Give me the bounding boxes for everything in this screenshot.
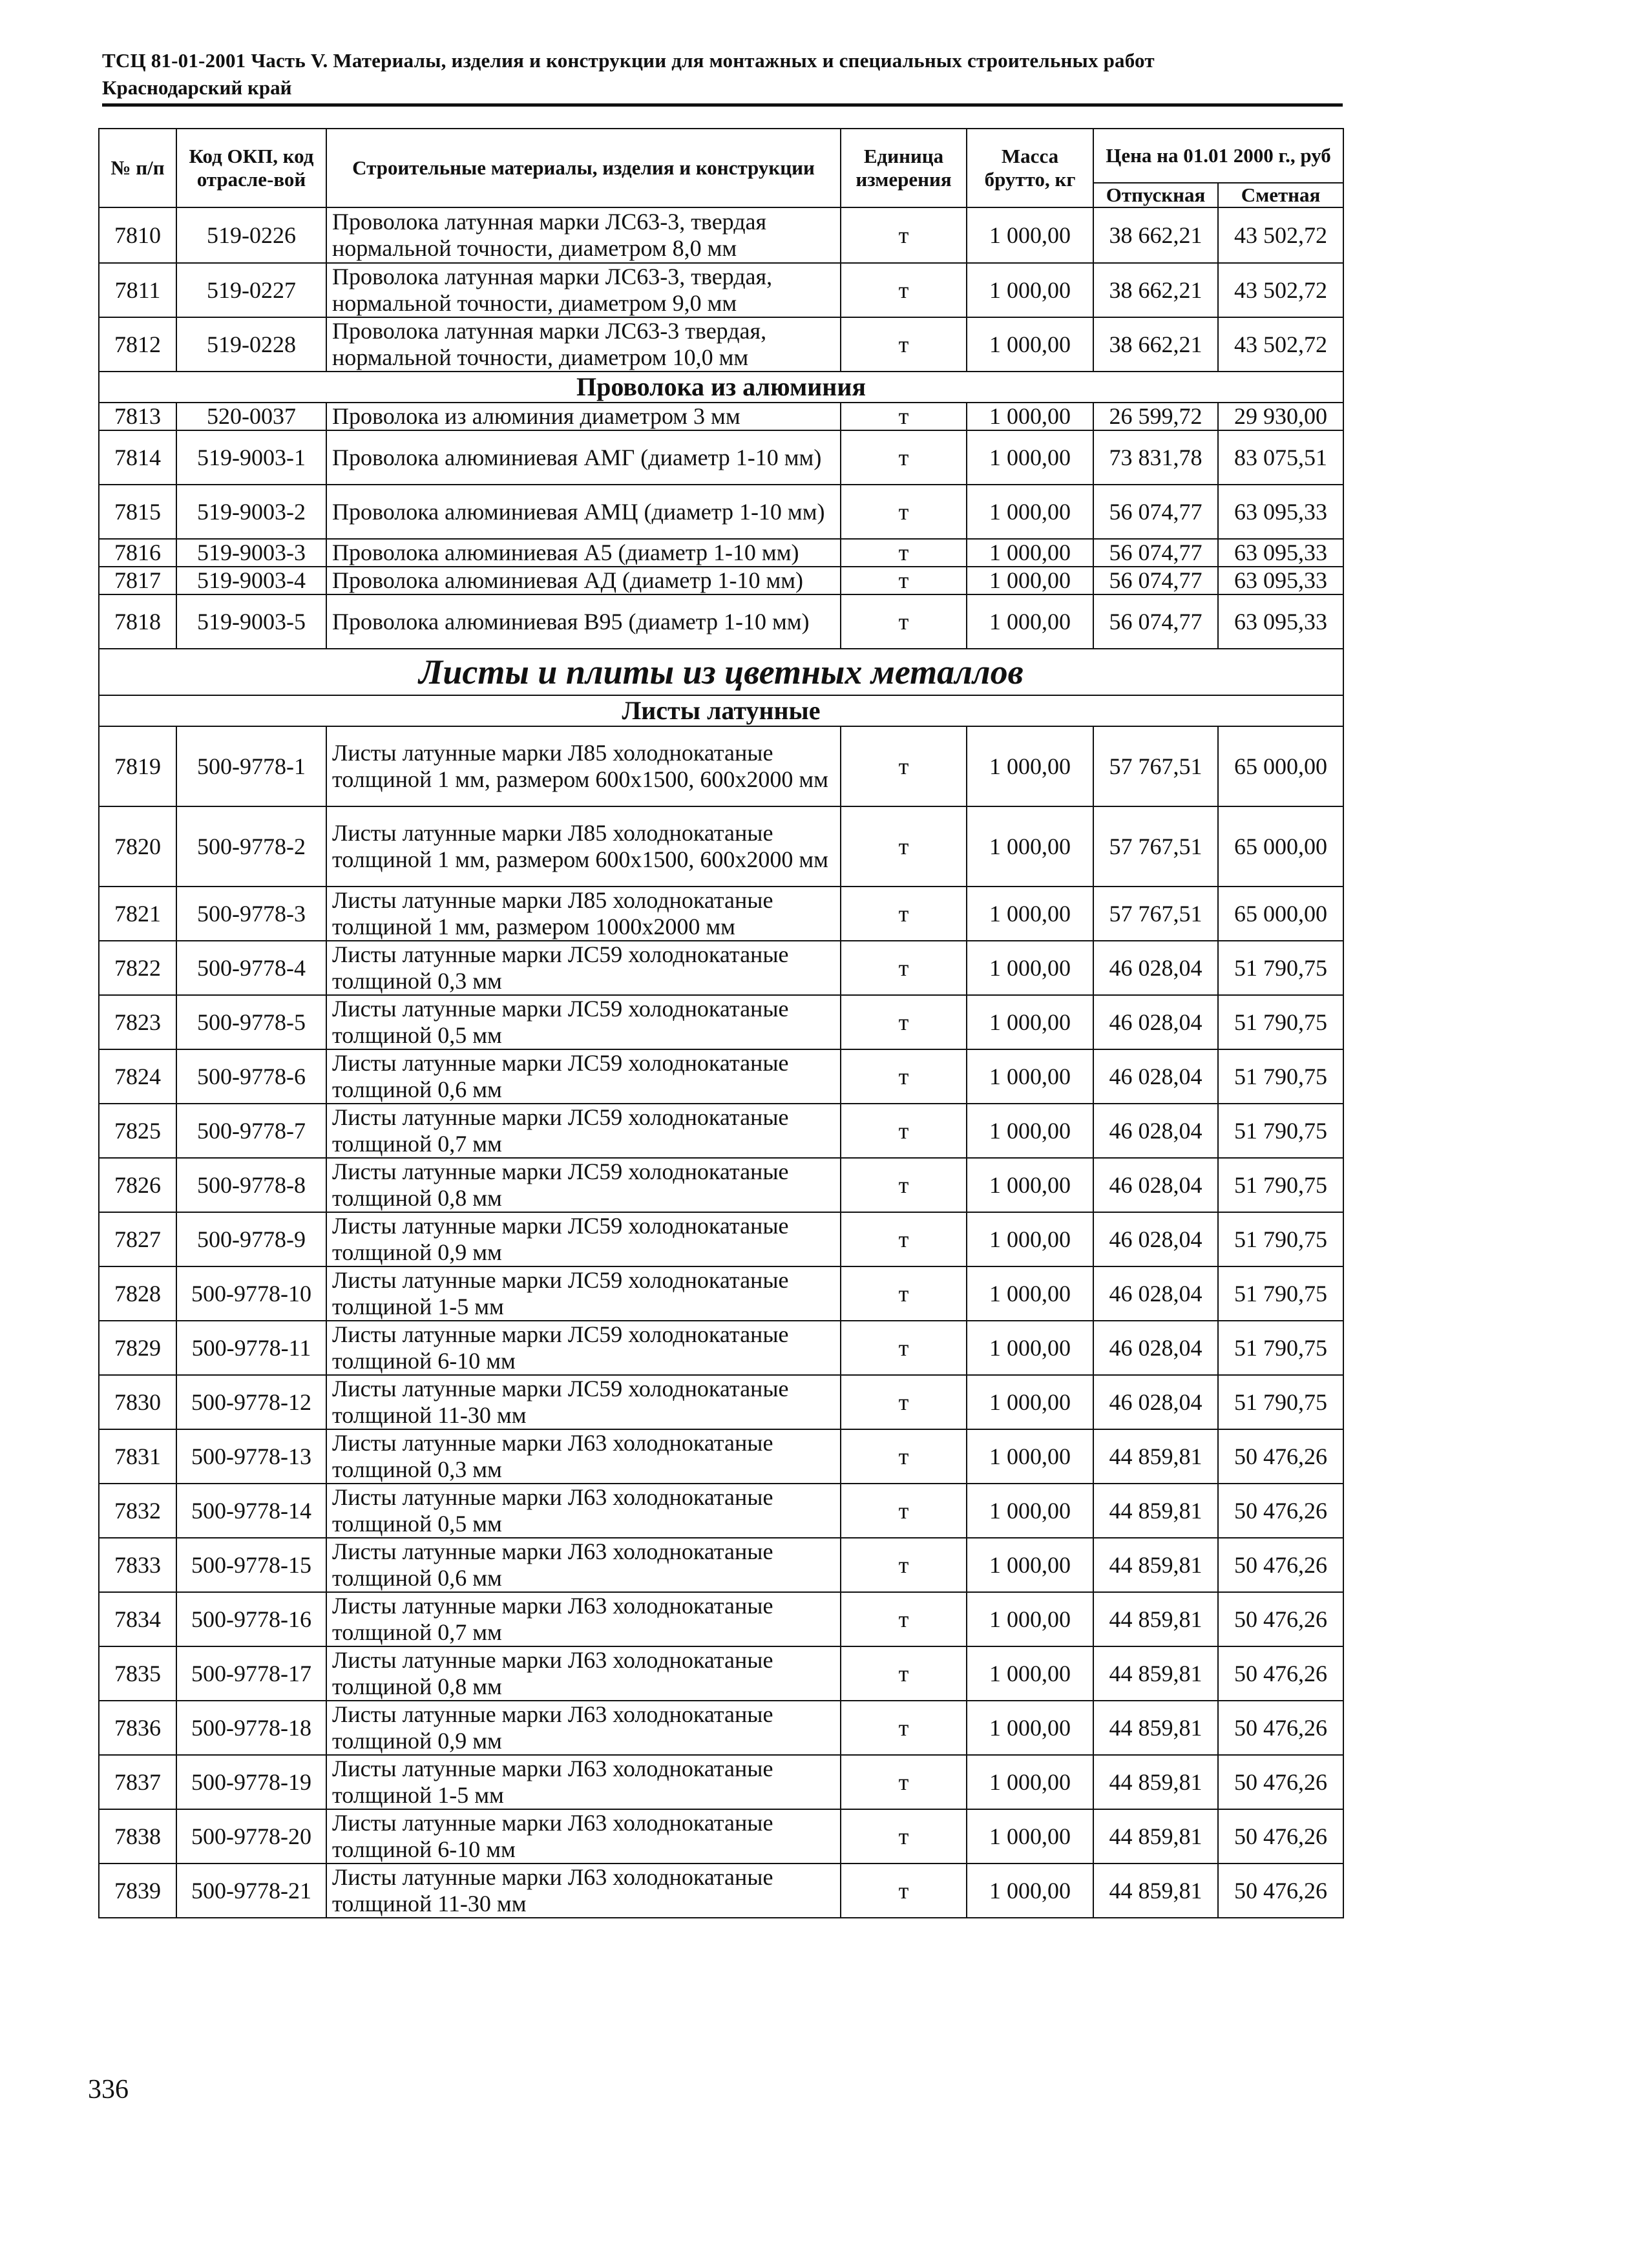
release-price: 46 028,04 [1093, 1158, 1218, 1212]
estimate-price: 50 476,26 [1218, 1484, 1343, 1538]
header-estimate-price: Сметная [1218, 183, 1343, 207]
gross-mass: 1 000,00 [967, 1158, 1093, 1212]
row-number: 7815 [99, 485, 176, 539]
estimate-price: 51 790,75 [1218, 995, 1343, 1049]
page-header [102, 47, 1343, 107]
unit-of-measure: т [841, 1375, 967, 1429]
table-row [99, 430, 1343, 485]
estimate-price: 50 476,26 [1218, 1809, 1343, 1864]
material-name: Листы латунные марки ЛС59 холоднокатаные толщиной 1-5 мм [326, 1266, 841, 1321]
table-row [99, 1646, 1343, 1701]
gross-mass: 1 000,00 [967, 995, 1093, 1049]
release-price: 73 831,78 [1093, 430, 1218, 485]
gross-mass: 1 000,00 [967, 485, 1093, 539]
unit-of-measure: т [841, 1538, 967, 1592]
material-name: Проволока алюминиевая А5 (диаметр 1-10 мм) [326, 539, 841, 567]
okp-code: 500-9778-18 [176, 1701, 326, 1755]
table-row [99, 1158, 1343, 1212]
row-number: 7812 [99, 317, 176, 372]
section-title-row [99, 372, 1343, 403]
material-name: Листы латунные марки Л63 холоднокатаные толщиной 0,9 мм [326, 1701, 841, 1755]
okp-code: 500-9778-11 [176, 1321, 326, 1375]
gross-mass: 1 000,00 [967, 1484, 1093, 1538]
table-header [99, 129, 1343, 207]
material-name: Листы латунные марки Л63 холоднокатаные толщиной 11-30 мм [326, 1864, 841, 1918]
row-number: 7819 [99, 726, 176, 806]
okp-code: 500-9778-1 [176, 726, 326, 806]
document-title: ТСЦ 81-01-2001 Часть V. Материалы, изделия и конструкции для монтажных и специальных строительных работ [102, 49, 1155, 72]
table-row [99, 1266, 1343, 1321]
gross-mass: 1 000,00 [967, 1321, 1093, 1375]
header-code: Код ОКП, код отрасле-вой [176, 129, 326, 207]
okp-code: 500-9778-16 [176, 1592, 326, 1646]
table-row [99, 317, 1343, 372]
gross-mass: 1 000,00 [967, 1266, 1093, 1321]
region-title: Краснодарский край [102, 76, 292, 99]
okp-code: 500-9778-20 [176, 1809, 326, 1864]
unit-of-measure: т [841, 1484, 967, 1538]
row-number: 7826 [99, 1158, 176, 1212]
gross-mass: 1 000,00 [967, 1701, 1093, 1755]
estimate-price: 65 000,00 [1218, 726, 1343, 806]
gross-mass: 1 000,00 [967, 1646, 1093, 1701]
price-table [98, 128, 1344, 1918]
release-price: 46 028,04 [1093, 1104, 1218, 1158]
release-price: 56 074,77 [1093, 567, 1218, 594]
row-number: 7837 [99, 1755, 176, 1809]
row-number: 7824 [99, 1049, 176, 1104]
release-price: 44 859,81 [1093, 1484, 1218, 1538]
unit-of-measure: т [841, 1864, 967, 1918]
row-number: 7834 [99, 1592, 176, 1646]
release-price: 46 028,04 [1093, 941, 1218, 995]
okp-code: 500-9778-17 [176, 1646, 326, 1701]
okp-code: 500-9778-15 [176, 1538, 326, 1592]
table-row [99, 995, 1343, 1049]
okp-code: 500-9778-5 [176, 995, 326, 1049]
unit-of-measure: т [841, 1158, 967, 1212]
estimate-price: 50 476,26 [1218, 1646, 1343, 1701]
material-name: Листы латунные марки Л85 холоднокатаные толщиной 1 мм, размером 600х1500, 600х2000 мм [326, 806, 841, 887]
unit-of-measure: т [841, 539, 967, 567]
gross-mass: 1 000,00 [967, 1538, 1093, 1592]
unit-of-measure: т [841, 263, 967, 317]
table-row [99, 1864, 1343, 1918]
unit-of-measure: т [841, 1212, 967, 1266]
okp-code: 500-9778-6 [176, 1049, 326, 1104]
gross-mass: 1 000,00 [967, 1755, 1093, 1809]
release-price: 57 767,51 [1093, 887, 1218, 941]
okp-code: 500-9778-10 [176, 1266, 326, 1321]
okp-code: 500-9778-14 [176, 1484, 326, 1538]
gross-mass: 1 000,00 [967, 594, 1093, 649]
header-unit: Единица измерения [841, 129, 967, 207]
table-row [99, 1809, 1343, 1864]
table-row [99, 567, 1343, 594]
estimate-price: 51 790,75 [1218, 1375, 1343, 1429]
okp-code: 500-9778-9 [176, 1212, 326, 1266]
estimate-price: 50 476,26 [1218, 1538, 1343, 1592]
material-name: Листы латунные марки ЛС59 холоднокатаные толщиной 0,8 мм [326, 1158, 841, 1212]
table-row [99, 806, 1343, 887]
estimate-price: 50 476,26 [1218, 1864, 1343, 1918]
release-price: 44 859,81 [1093, 1592, 1218, 1646]
estimate-price: 51 790,75 [1218, 941, 1343, 995]
material-name: Проволока алюминиевая АМГ (диаметр 1-10 мм) [326, 430, 841, 485]
material-name: Листы латунные марки Л63 холоднокатаные толщиной 1-5 мм [326, 1755, 841, 1809]
unit-of-measure: т [841, 1646, 967, 1701]
header-price: Цена на 01.01 2000 г., руб [1093, 129, 1343, 183]
release-price: 44 859,81 [1093, 1538, 1218, 1592]
row-number: 7817 [99, 567, 176, 594]
table-row [99, 207, 1343, 263]
release-price: 38 662,21 [1093, 263, 1218, 317]
row-number: 7818 [99, 594, 176, 649]
release-price: 44 859,81 [1093, 1701, 1218, 1755]
release-price: 46 028,04 [1093, 1266, 1218, 1321]
section-title: Проволока из алюминия [99, 372, 1343, 403]
unit-of-measure: т [841, 1266, 967, 1321]
unit-of-measure: т [841, 726, 967, 806]
release-price: 44 859,81 [1093, 1864, 1218, 1918]
unit-of-measure: т [841, 1321, 967, 1375]
section-title-row [99, 695, 1343, 726]
material-name: Листы латунные марки ЛС59 холоднокатаные толщиной 0,3 мм [326, 941, 841, 995]
release-price: 56 074,77 [1093, 485, 1218, 539]
row-number: 7828 [99, 1266, 176, 1321]
unit-of-measure: т [841, 1429, 967, 1484]
estimate-price: 63 095,33 [1218, 539, 1343, 567]
table-row [99, 1104, 1343, 1158]
table-row [99, 941, 1343, 995]
row-number: 7836 [99, 1701, 176, 1755]
row-number: 7821 [99, 887, 176, 941]
okp-code: 519-0227 [176, 263, 326, 317]
row-number: 7820 [99, 806, 176, 887]
unit-of-measure: т [841, 1104, 967, 1158]
row-number: 7813 [99, 403, 176, 430]
release-price: 56 074,77 [1093, 594, 1218, 649]
material-name: Листы латунные марки Л63 холоднокатаные толщиной 0,8 мм [326, 1646, 841, 1701]
table-row [99, 1592, 1343, 1646]
material-name: Проволока латунная марки ЛС63-3, твердая нормальной точности, диаметром 8,0 мм [326, 207, 841, 263]
material-name: Листы латунные марки Л85 холоднокатаные толщиной 1 мм, размером 600х1500, 600х2000 мм [326, 726, 841, 806]
row-number: 7814 [99, 430, 176, 485]
material-name: Листы латунные марки ЛС59 холоднокатаные толщиной 0,9 мм [326, 1212, 841, 1266]
unit-of-measure: т [841, 207, 967, 263]
table-body [99, 207, 1343, 1918]
okp-code: 500-9778-4 [176, 941, 326, 995]
row-number: 7822 [99, 941, 176, 995]
unit-of-measure: т [841, 430, 967, 485]
section-title-row-major [99, 649, 1343, 695]
gross-mass: 1 000,00 [967, 806, 1093, 887]
gross-mass: 1 000,00 [967, 1592, 1093, 1646]
gross-mass: 1 000,00 [967, 317, 1093, 372]
header-num: № п/п [99, 129, 176, 207]
row-number: 7835 [99, 1646, 176, 1701]
row-number: 7825 [99, 1104, 176, 1158]
header-mass: Масса брутто, кг [967, 129, 1093, 207]
header-rule [102, 103, 1343, 107]
release-price: 46 028,04 [1093, 1321, 1218, 1375]
estimate-price: 51 790,75 [1218, 1266, 1343, 1321]
table-row [99, 403, 1343, 430]
release-price: 46 028,04 [1093, 995, 1218, 1049]
material-name: Проволока латунная марки ЛС63-3 твердая, нормальной точности, диаметром 10,0 мм [326, 317, 841, 372]
release-price: 56 074,77 [1093, 539, 1218, 567]
estimate-price: 63 095,33 [1218, 594, 1343, 649]
release-price: 46 028,04 [1093, 1212, 1218, 1266]
unit-of-measure: т [841, 941, 967, 995]
okp-code: 500-9778-7 [176, 1104, 326, 1158]
okp-code: 500-9778-3 [176, 887, 326, 941]
material-name: Листы латунные марки ЛС59 холоднокатаные толщиной 11-30 мм [326, 1375, 841, 1429]
row-number: 7810 [99, 207, 176, 263]
okp-code: 519-9003-3 [176, 539, 326, 567]
table-row [99, 1212, 1343, 1266]
gross-mass: 1 000,00 [967, 263, 1093, 317]
page-number: 336 [88, 2075, 129, 2105]
gross-mass: 1 000,00 [967, 567, 1093, 594]
okp-code: 519-9003-2 [176, 485, 326, 539]
estimate-price: 50 476,26 [1218, 1592, 1343, 1646]
unit-of-measure: т [841, 317, 967, 372]
okp-code: 519-9003-5 [176, 594, 326, 649]
row-number: 7830 [99, 1375, 176, 1429]
material-name: Листы латунные марки ЛС59 холоднокатаные толщиной 6-10 мм [326, 1321, 841, 1375]
okp-code: 500-9778-2 [176, 806, 326, 887]
table-row [99, 1701, 1343, 1755]
estimate-price: 50 476,26 [1218, 1701, 1343, 1755]
unit-of-measure: т [841, 594, 967, 649]
unit-of-measure: т [841, 1592, 967, 1646]
table-row [99, 1321, 1343, 1375]
row-number: 7839 [99, 1864, 176, 1918]
release-price: 46 028,04 [1093, 1049, 1218, 1104]
release-price: 44 859,81 [1093, 1429, 1218, 1484]
table-row [99, 1755, 1343, 1809]
table-row [99, 594, 1343, 649]
row-number: 7827 [99, 1212, 176, 1266]
gross-mass: 1 000,00 [967, 1212, 1093, 1266]
gross-mass: 1 000,00 [967, 207, 1093, 263]
gross-mass: 1 000,00 [967, 1864, 1093, 1918]
estimate-price: 50 476,26 [1218, 1755, 1343, 1809]
unit-of-measure: т [841, 1755, 967, 1809]
table-row [99, 1538, 1343, 1592]
estimate-price: 50 476,26 [1218, 1429, 1343, 1484]
material-name: Листы латунные марки ЛС59 холоднокатаные толщиной 0,6 мм [326, 1049, 841, 1104]
okp-code: 500-9778-12 [176, 1375, 326, 1429]
estimate-price: 83 075,51 [1218, 430, 1343, 485]
material-name: Листы латунные марки Л85 холоднокатаные толщиной 1 мм, размером 1000х2000 мм [326, 887, 841, 941]
estimate-price: 51 790,75 [1218, 1049, 1343, 1104]
estimate-price: 29 930,00 [1218, 403, 1343, 430]
row-number: 7829 [99, 1321, 176, 1375]
table-row [99, 726, 1343, 806]
unit-of-measure: т [841, 995, 967, 1049]
row-number: 7831 [99, 1429, 176, 1484]
header-release-price: Отпускная [1093, 183, 1218, 207]
header-name: Строительные материалы, изделия и конструкции [326, 129, 841, 207]
material-name: Проволока из алюминия диаметром 3 мм [326, 403, 841, 430]
material-name: Проволока алюминиевая АМЦ (диаметр 1-10 мм) [326, 485, 841, 539]
okp-code: 519-0226 [176, 207, 326, 263]
table-row [99, 1429, 1343, 1484]
row-number: 7832 [99, 1484, 176, 1538]
okp-code: 519-9003-4 [176, 567, 326, 594]
estimate-price: 65 000,00 [1218, 887, 1343, 941]
gross-mass: 1 000,00 [967, 430, 1093, 485]
row-number: 7833 [99, 1538, 176, 1592]
okp-code: 519-0228 [176, 317, 326, 372]
estimate-price: 51 790,75 [1218, 1104, 1343, 1158]
release-price: 38 662,21 [1093, 317, 1218, 372]
table-row [99, 1484, 1343, 1538]
row-number: 7823 [99, 995, 176, 1049]
row-number: 7816 [99, 539, 176, 567]
row-number: 7838 [99, 1809, 176, 1864]
release-price: 46 028,04 [1093, 1375, 1218, 1429]
section-title: Листы и плиты из цветных металлов [99, 649, 1343, 695]
gross-mass: 1 000,00 [967, 1375, 1093, 1429]
estimate-price: 43 502,72 [1218, 263, 1343, 317]
gross-mass: 1 000,00 [967, 1049, 1093, 1104]
table-row [99, 539, 1343, 567]
gross-mass: 1 000,00 [967, 1104, 1093, 1158]
estimate-price: 43 502,72 [1218, 207, 1343, 263]
release-price: 44 859,81 [1093, 1646, 1218, 1701]
unit-of-measure: т [841, 1049, 967, 1104]
material-name: Листы латунные марки ЛС59 холоднокатаные толщиной 0,5 мм [326, 995, 841, 1049]
gross-mass: 1 000,00 [967, 941, 1093, 995]
material-name: Проволока латунная марки ЛС63-3, твердая, нормальной точности, диаметром 9,0 мм [326, 263, 841, 317]
estimate-price: 63 095,33 [1218, 567, 1343, 594]
gross-mass: 1 000,00 [967, 1429, 1093, 1484]
okp-code: 500-9778-19 [176, 1755, 326, 1809]
material-name: Проволока алюминиевая АД (диаметр 1-10 мм) [326, 567, 841, 594]
release-price: 57 767,51 [1093, 726, 1218, 806]
material-name: Листы латунные марки Л63 холоднокатаные толщиной 0,6 мм [326, 1538, 841, 1592]
section-title: Листы латунные [99, 695, 1343, 726]
table-row [99, 485, 1343, 539]
table-row [99, 263, 1343, 317]
okp-code: 500-9778-21 [176, 1864, 326, 1918]
okp-code: 519-9003-1 [176, 430, 326, 485]
estimate-price: 63 095,33 [1218, 485, 1343, 539]
okp-code: 500-9778-8 [176, 1158, 326, 1212]
table-row [99, 887, 1343, 941]
unit-of-measure: т [841, 1701, 967, 1755]
gross-mass: 1 000,00 [967, 539, 1093, 567]
material-name: Листы латунные марки ЛС59 холоднокатаные толщиной 0,7 мм [326, 1104, 841, 1158]
material-name: Листы латунные марки Л63 холоднокатаные толщиной 6-10 мм [326, 1809, 841, 1864]
table-row [99, 1049, 1343, 1104]
estimate-price: 51 790,75 [1218, 1158, 1343, 1212]
material-name: Листы латунные марки Л63 холоднокатаные толщиной 0,3 мм [326, 1429, 841, 1484]
release-price: 44 859,81 [1093, 1809, 1218, 1864]
estimate-price: 65 000,00 [1218, 806, 1343, 887]
row-number: 7811 [99, 263, 176, 317]
unit-of-measure: т [841, 403, 967, 430]
material-name: Проволока алюминиевая В95 (диаметр 1-10 мм) [326, 594, 841, 649]
release-price: 26 599,72 [1093, 403, 1218, 430]
material-name: Листы латунные марки Л63 холоднокатаные толщиной 0,7 мм [326, 1592, 841, 1646]
unit-of-measure: т [841, 1809, 967, 1864]
okp-code: 520-0037 [176, 403, 326, 430]
gross-mass: 1 000,00 [967, 726, 1093, 806]
material-name: Листы латунные марки Л63 холоднокатаные толщиной 0,5 мм [326, 1484, 841, 1538]
release-price: 44 859,81 [1093, 1755, 1218, 1809]
estimate-price: 43 502,72 [1218, 317, 1343, 372]
gross-mass: 1 000,00 [967, 887, 1093, 941]
gross-mass: 1 000,00 [967, 403, 1093, 430]
unit-of-measure: т [841, 806, 967, 887]
gross-mass: 1 000,00 [967, 1809, 1093, 1864]
okp-code: 500-9778-13 [176, 1429, 326, 1484]
release-price: 38 662,21 [1093, 207, 1218, 263]
estimate-price: 51 790,75 [1218, 1321, 1343, 1375]
unit-of-measure: т [841, 567, 967, 594]
unit-of-measure: т [841, 485, 967, 539]
estimate-price: 51 790,75 [1218, 1212, 1343, 1266]
table-row [99, 1375, 1343, 1429]
release-price: 57 767,51 [1093, 806, 1218, 887]
unit-of-measure: т [841, 887, 967, 941]
